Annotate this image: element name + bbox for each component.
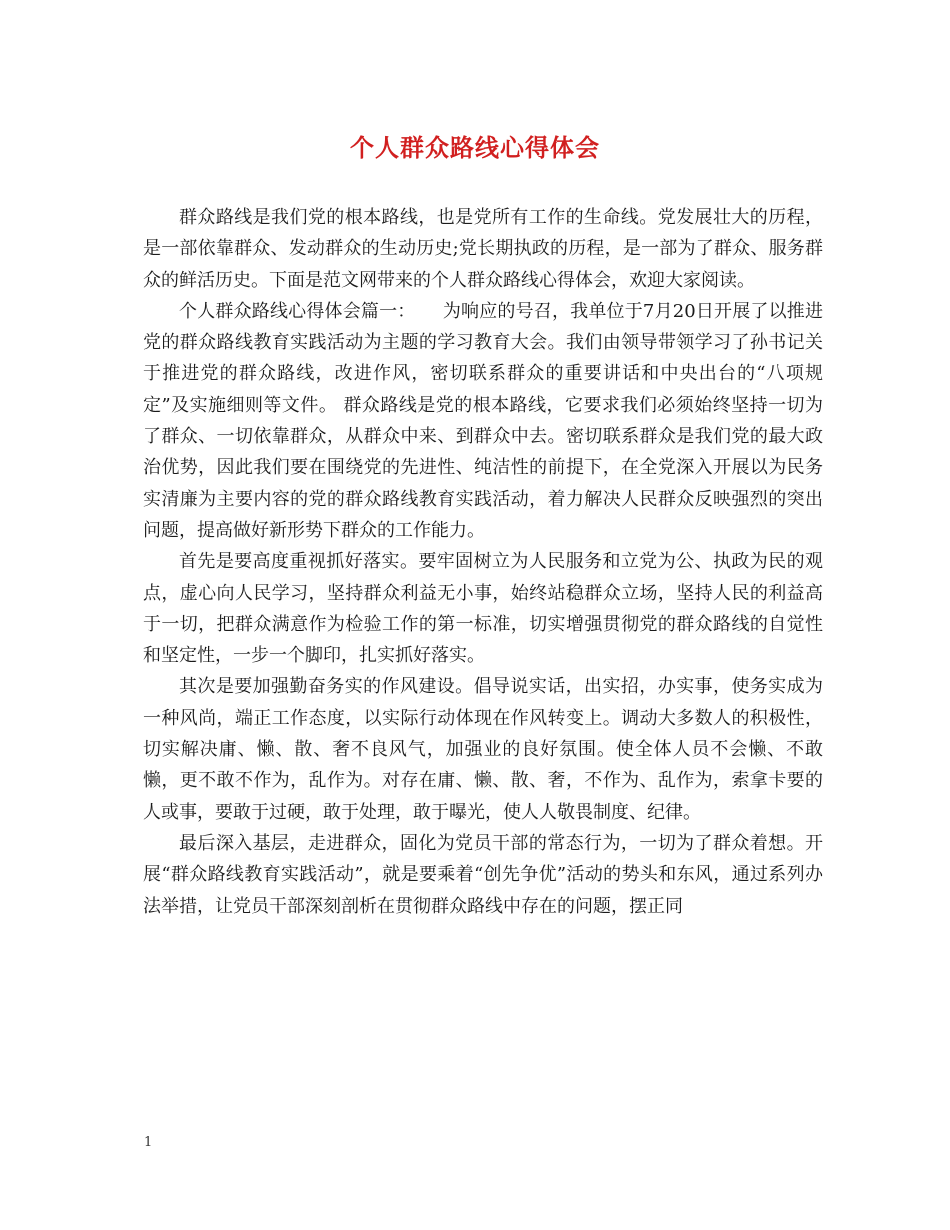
page-number: 1 [144,1135,153,1150]
paragraph-part-one: 个人群众路线心得体会篇一： 为响应的号召，我单位于7月20日开展了以推进党的群众路线教育实践活动为主题的学习教育大会。我们由领导带领学习了孙书记关于推进党的群众路线，改进作风，密切联系群众的重要讲话和中央出台的“八项规定”及实施细则等文件。 群众路线是党的根本路线，它要求我们必须始终坚持一切为了群众、一切依靠群众，从群众中来、到群众中去。密切联系群众是我们党的最大政治优势，因此我们要在围绕党的先进性、纯洁性的前提下，在全党深入开展以为民务实清廉为主要内容的党的群众路线教育实践活动，着力解决人民群众反映强烈的突出问题，提高做好新形势下群众的工作能力。 [143,300,823,541]
document-title: 个人群众路线心得体会 [350,133,600,162]
document-body [143,202,823,922]
paragraph-intro: 群众路线是我们党的根本路线，也是党所有工作的生命线。党发展壮大的历程，是一部依靠群众、发动群众的生动历史;党长期执政的历程，是一部为了群众、服务群众的鲜活历史。下面是范文网带来的个人群众路线心得体会，欢迎大家阅读。 [143,207,823,291]
paragraph-second-point: 其次是要加强勤奋务实的作风建设。倡导说实话，出实招，办实事，使务实成为一种风尚，端正工作态度，以实际行动体现在作风转变上。调动大多数人的积极性，切实解决庸、懒、散、奢不良风气，加强业的良好氛围。使全体人员不会懒、不敢懒，更不敢不作为，乱作为。对存在庸、懒、散、奢，不作为、乱作为，索拿卡要的人或事，要敢于过硬，敢于处理，敢于曝光，使人人敬畏制度、纪律。 [143,676,823,823]
paragraph-last-point: 最后深入基层，走进群众，固化为党员干部的常态行为，一切为了群众着想。开展“群众路线教育实践活动”，就是要乘着“创先争优”活动的势头和东风，通过系列办法举措，让党员干部深刻剖析在贯彻群众路线中存在的问题，摆正同 [143,832,823,917]
paragraph-first-point: 首先是要高度重视抓好落实。要牢固树立为人民服务和立党为公、执政为民的观点，虚心向人民学习，坚持群众利益无小事，始终站稳群众立场，坚持人民的利益高于一切，把群众满意作为检验工作的第一标准，切实增强贯彻党的群众路线的自觉性和坚定性，一步一个脚印，扎实抓好落实。 [143,551,823,667]
